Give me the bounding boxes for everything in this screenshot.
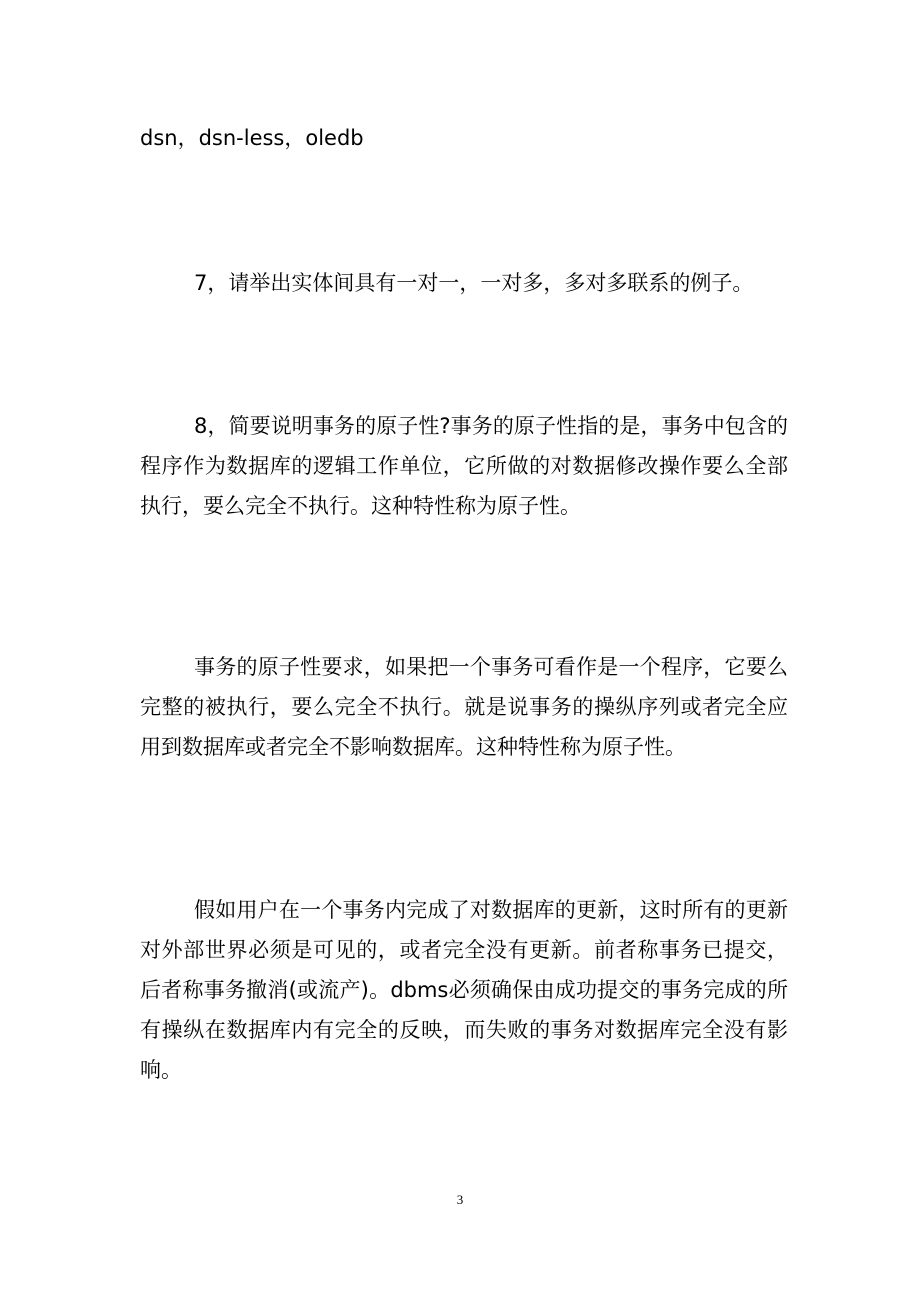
paragraph-atomicity-requirement: 事务的原子性要求，如果把一个事务可看作是一个程序，它要么完整的被执行，要么完全不执行。就是说事务的操纵序列或者完全应用到数据库或者完全不影响数据库。这种特性称为原子性。 [140, 655, 788, 759]
paragraph-commit-rollback: 假如用户在一个事务内完成了对数据库的更新，这时所有的更新对外部世界必须是可见的，或者完全没有更新。前者称事务已提交，后者称事务撤消(或流产)。dbms必须确保由成功提交的事务完成的所有操纵在数据库内有完全的反映，而失败的事务对数据库完全没有影响。 [140, 898, 788, 1082]
paragraph-connection-types: dsn，dsn-less，oledb [140, 126, 364, 150]
paragraph-question-8: 8，简要说明事务的原子性?事务的原子性指的是，事务中包含的程序作为数据库的逻辑工作单位，它所做的对数据修改操作要么全部执行，要么完全不执行。这种特性称为原子性。 [140, 414, 788, 518]
paragraph-question-7: 7，请举出实体间具有一对一，一对多，多对多联系的例子。 [194, 271, 754, 295]
page-number: 3 [456, 1192, 464, 1207]
